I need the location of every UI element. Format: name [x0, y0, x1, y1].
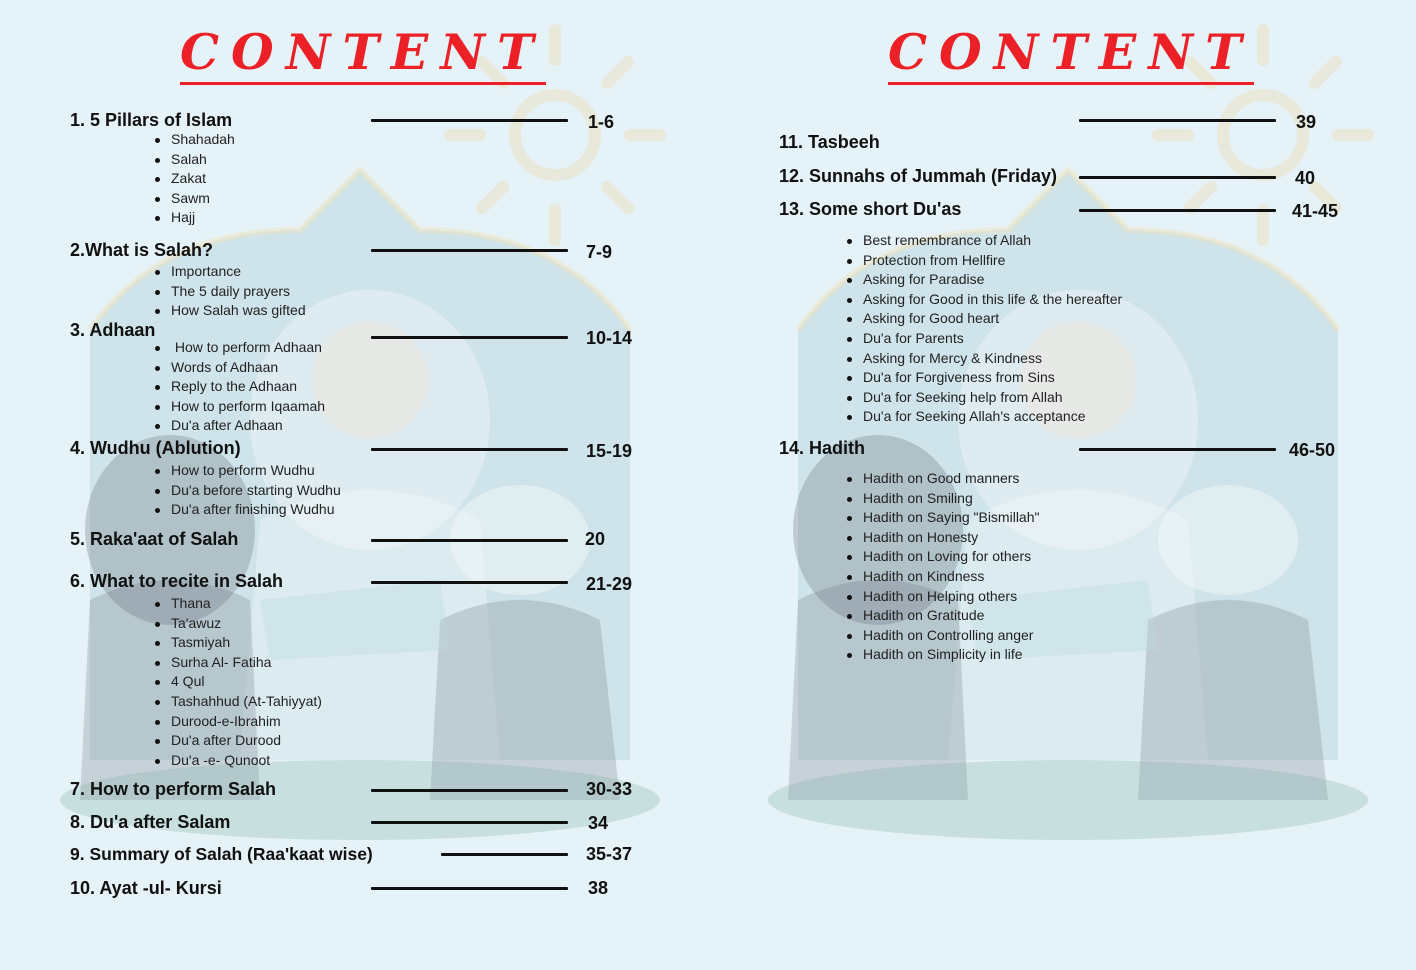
- leader-line: [1079, 176, 1276, 179]
- page-number: 38: [588, 878, 609, 898]
- leader-line: [371, 821, 568, 824]
- list-item: Ta'awuz: [155, 614, 322, 634]
- list-item: Reply to the Adhaan: [155, 377, 325, 397]
- list-item: Du'a before starting Wudhu: [155, 481, 341, 501]
- list-item: Thana: [155, 594, 322, 614]
- leader-line: [1079, 448, 1276, 451]
- list-item: Hadith on Saying "Bismillah": [847, 508, 1039, 528]
- list-item: Zakat: [155, 169, 235, 189]
- list-item: Hadith on Simplicity in life: [847, 645, 1039, 665]
- leader-line: [371, 887, 568, 890]
- toc-heading: 4. Wudhu (Ablution): [70, 438, 241, 458]
- leader-line: [371, 539, 568, 542]
- list-item: Tasmiyah: [155, 633, 322, 653]
- leader-line: [1079, 119, 1276, 122]
- subtopic-list: [847, 231, 1122, 427]
- list-item: How to perform Wudhu: [155, 461, 341, 481]
- leader-line: [371, 581, 568, 584]
- list-item: Salah: [155, 150, 235, 170]
- page-number: 7-9: [586, 242, 613, 262]
- leader-line: [371, 249, 568, 252]
- toc-heading: 1. 5 Pillars of Islam: [70, 110, 233, 130]
- toc-heading: 11. Tasbeeh: [779, 132, 880, 152]
- page-number: 35-37: [586, 844, 633, 864]
- leader-line: [371, 448, 568, 451]
- toc-heading: 12. Sunnahs of Jummah (Friday): [779, 166, 1058, 186]
- list-item: Hadith on Good manners: [847, 469, 1039, 489]
- page-number: 21-29: [586, 574, 633, 594]
- list-item: 4 Qul: [155, 672, 322, 692]
- list-item: Du'a -e- Qunoot: [155, 751, 322, 771]
- leader-line: [371, 789, 568, 792]
- toc-heading: 14. Hadith: [779, 438, 866, 458]
- page-number: 41-45: [1292, 201, 1339, 221]
- page-number: 10-14: [586, 328, 633, 348]
- leader-line: [371, 119, 568, 122]
- subtopic-list: [155, 338, 325, 436]
- page-number: 39: [1296, 112, 1317, 132]
- list-item: Hajj: [155, 208, 235, 228]
- toc-heading: 8. Du'a after Salam: [70, 812, 231, 832]
- page-number: 20: [585, 529, 606, 549]
- list-item: The 5 daily prayers: [155, 282, 306, 302]
- list-item: Asking for Mercy & Kindness: [847, 349, 1122, 369]
- list-item: Best remembrance of Allah: [847, 231, 1122, 251]
- list-item: Hadith on Smiling: [847, 489, 1039, 509]
- list-item: Asking for Good in this life & the hereafter: [847, 290, 1122, 310]
- page-number: 1-6: [588, 112, 615, 132]
- right-page: [708, 0, 1416, 970]
- list-item: Tashahhud (At-Tahiyyat): [155, 692, 322, 712]
- leader-line: [371, 336, 568, 339]
- list-item: Du'a after Adhaan: [155, 416, 325, 436]
- list-item: Du'a after finishing Wudhu: [155, 500, 341, 520]
- page-number: 34: [588, 813, 609, 833]
- page-number: 15-19: [586, 441, 633, 461]
- list-item: Du'a for Forgiveness from Sins: [847, 368, 1122, 388]
- toc-heading: 2.What is Salah?: [70, 240, 214, 260]
- list-item: Du'a for Seeking Allah's acceptance: [847, 407, 1122, 427]
- toc-heading: 7. How to perform Salah: [70, 779, 277, 799]
- page-number: 30-33: [586, 779, 633, 799]
- subtopic-list: [155, 130, 235, 228]
- list-item: Hadith on Gratitude: [847, 606, 1039, 626]
- toc-heading: 6. What to recite in Salah: [70, 571, 284, 591]
- list-item: Asking for Paradise: [847, 270, 1122, 290]
- leader-line: [1079, 209, 1276, 212]
- list-item: Shahadah: [155, 130, 235, 150]
- list-item: Hadith on Honesty: [847, 528, 1039, 548]
- list-item: How Salah was gifted: [155, 301, 306, 321]
- subtopic-list: [847, 469, 1039, 665]
- page-number: 46-50: [1289, 440, 1336, 460]
- subtopic-list: [155, 594, 322, 770]
- list-item: Hadith on Controlling anger: [847, 626, 1039, 646]
- leader-line: [441, 853, 568, 856]
- list-item: Protection from Hellfire: [847, 251, 1122, 271]
- page-number: 40: [1295, 168, 1316, 188]
- toc-heading: 3. Adhaan: [70, 320, 156, 340]
- toc-heading: 13. Some short Du'as: [779, 199, 962, 219]
- list-item: Du'a for Seeking help from Allah: [847, 388, 1122, 408]
- list-item: Hadith on Loving for others: [847, 547, 1039, 567]
- list-item: Durood-e-Ibrahim: [155, 712, 322, 732]
- list-item: How to perform Iqaamah: [155, 397, 325, 417]
- subtopic-list: [155, 461, 341, 520]
- toc-heading: 9. Summary of Salah (Raa'kaat wise): [70, 844, 373, 864]
- list-item: Du'a for Parents: [847, 329, 1122, 349]
- list-item: Asking for Good heart: [847, 309, 1122, 329]
- list-item: Importance: [155, 262, 306, 282]
- list-item: Sawm: [155, 189, 235, 209]
- toc-heading: 10. Ayat -ul- Kursi: [70, 878, 222, 898]
- toc-heading: 5. Raka'aat of Salah: [70, 529, 239, 549]
- list-item: Hadith on Helping others: [847, 587, 1039, 607]
- page-title: CONTENT: [180, 22, 546, 85]
- list-item: Words of Adhaan: [155, 358, 325, 378]
- list-item: How to perform Adhaan: [155, 338, 325, 358]
- page-title: CONTENT: [888, 22, 1254, 85]
- list-item: Du'a after Durood: [155, 731, 322, 751]
- list-item: Surha Al- Fatiha: [155, 653, 322, 673]
- list-item: Hadith on Kindness: [847, 567, 1039, 587]
- subtopic-list: [155, 262, 306, 321]
